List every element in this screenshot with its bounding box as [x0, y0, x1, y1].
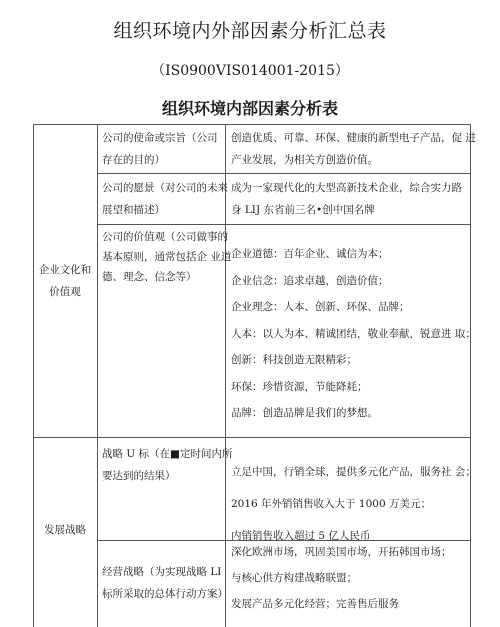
row-values-item: 公司的价值观（公司做事的 基本原则，通常包括企 业道 德、理念、信念等）: [102, 231, 232, 283]
row-values-content: 企业道德：百年企业、诚信为本； 企业信念：追求卓越，创造价值； 企业理念：人本、创新、环保、品牌； 人本：以人为本、精诚团结，敬业奉献，锐意进 取； 创新：科技创造无限精彩； 环保：珍惜资源，节能降耗； 品牌：创造品牌是我们的梦想。: [231, 248, 476, 419]
document-title: 组织环境内外部因素分析汇总表: [113, 20, 387, 42]
row-strategic-goal-content: 立足中国，行销全球，提供多元化产品，服务社 会； 2016 年外销销售收入大于 1000 万美元； 内销销售收入超过 5 亿人民币: [231, 466, 476, 542]
group-label-strategy: 发展战略: [44, 524, 86, 536]
table-top-border: [33, 124, 470, 125]
column-divider: [97, 124, 98, 627]
standard-reference: （IS0900VIS014001-2015）: [151, 63, 349, 79]
table-left-border: [33, 124, 34, 627]
section-title: 组织环境内部因素分析表: [161, 99, 338, 118]
row-business-strategy-content: 深化欧洲市场，巩固美国市场，开拓韩国市场； 与核心供方构建战略联盟； 发展产品多元化经营；完善售后服务: [231, 546, 452, 610]
row-mission-item: 公司的使命或宗旨（公司 存在的目的）: [102, 132, 218, 166]
row-business-strategy-item: 经营战略（为实现战略 LI 标所采取的总体行动方案）: [102, 566, 228, 600]
group-divider: [33, 437, 470, 438]
row-vision-item: 公司的愿景（对公司的未来 展望和描述）: [102, 182, 228, 216]
row-divider: [97, 224, 470, 225]
row-strategic-goal-item: 战略 U 标（在■定时间内所 要达到的结果）: [102, 448, 233, 482]
row-vision-content: 成为一家现代化的大型高新技术企业，综合实力路 身 LIJ 东省前三名•创中国名牌: [231, 182, 462, 216]
group-label-culture: 企业文化和 价值观: [38, 264, 92, 298]
row-mission-content: 创造优质、可靠、环保、健康的新型电子产品，促 进 产业发展，为相关方创造价值。: [231, 132, 476, 166]
row-divider: [97, 173, 470, 174]
